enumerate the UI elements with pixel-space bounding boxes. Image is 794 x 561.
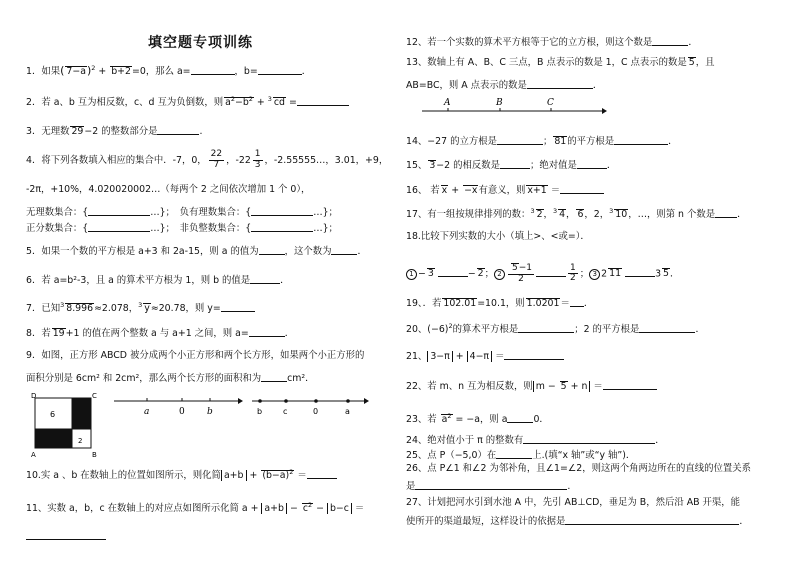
question-21: 21、 3−π + 4−π ＝ bbox=[406, 350, 564, 361]
answer-blank[interactable] bbox=[259, 245, 285, 255]
nl2-a: a bbox=[345, 407, 350, 416]
question-12: 12、若一个实数的算术平方根等于它的立方根，则这个数是 ． bbox=[406, 37, 698, 48]
label-six: 6 bbox=[50, 410, 56, 419]
answer-blank[interactable] bbox=[527, 79, 593, 89]
answer-blank[interactable] bbox=[88, 206, 150, 216]
nl1-a: a bbox=[144, 407, 150, 417]
answer-blank[interactable] bbox=[625, 267, 655, 277]
answer-blank[interactable] bbox=[500, 159, 530, 169]
nl3-B: B bbox=[496, 98, 503, 108]
answer-blank[interactable] bbox=[258, 65, 302, 75]
answer-blank[interactable] bbox=[565, 515, 739, 525]
nl2-zero: 0 bbox=[313, 407, 319, 416]
answer-blank[interactable] bbox=[438, 267, 468, 277]
question-4-sets-1: 无理数集合：{ …}； 负有理数集合：{ …}； bbox=[26, 207, 338, 218]
question-7: 7．已知$^3$ 8.996≈2.078，$^3$ y≈20.78，则 y= bbox=[26, 302, 255, 313]
question-14: 14、−27 的立方根是 ； 81的平方根是 ． bbox=[406, 136, 678, 147]
question-10: 10.实 a 、b 在数轴上的位置如图所示，则化简 $a+b + (b-a)^2$ ＝ bbox=[26, 469, 337, 480]
question-26-line2: 是 . bbox=[406, 481, 571, 492]
question-6: 6．若 a=b²-3，且 a 的算术平方根为 1，则 b 的值是 ． bbox=[26, 275, 290, 286]
label-C: C bbox=[92, 392, 97, 400]
number-line-2 bbox=[250, 392, 370, 418]
answer-blank[interactable] bbox=[570, 297, 584, 307]
question-5: 5．如果一个数的平方根是 a+3 和 2a-15，则 a 的值为 ，这个数为 ． bbox=[26, 246, 367, 257]
label-D: D bbox=[31, 392, 37, 400]
answer-blank[interactable] bbox=[507, 413, 533, 423]
answer-blank[interactable] bbox=[577, 159, 607, 169]
answer-blank[interactable] bbox=[250, 274, 280, 284]
answer-blank[interactable] bbox=[251, 222, 313, 232]
answer-blank[interactable] bbox=[639, 323, 695, 333]
question-11: 11、实数 a，b，c 在数轴上的对应点如图所示化简 $a + a+b - c^2 - b-c$ ＝ bbox=[26, 501, 365, 514]
nl3-C: C bbox=[547, 98, 554, 108]
square-figure bbox=[30, 392, 98, 458]
answer-blank[interactable] bbox=[331, 245, 357, 255]
question-4-line2: -2π，+10%，4.020020002…（每两个 2 之间依次增加 1 个 0）， bbox=[26, 184, 311, 195]
question-15: 15、 3−2 的相反数是 ；绝对值是 ． bbox=[406, 160, 617, 171]
question-9-line2: 面积分别是 6cm² 和 2cm²，那么两个长方形的面积和为 cm²． bbox=[26, 373, 315, 384]
question-17: 17、有一组按规律排列的数：$^3$ 2，$^3$ 4， 6，2，$^3$ 10，…，则第 n 个数是 ． bbox=[406, 207, 747, 220]
question-1: 1．如果( 7−a)$^2$ + b+2=0，那么 a= ，b= ． bbox=[26, 64, 312, 77]
number-line-1 bbox=[112, 392, 244, 418]
number-line-3 bbox=[420, 96, 610, 118]
question-25: 25、点 P（−5,0）在 上.(填“x 轴”或“y 轴”)． bbox=[406, 450, 636, 461]
question-19: 19、．若 102.01=10.1，则 1.0201＝ ． bbox=[406, 298, 594, 309]
answer-blank[interactable] bbox=[88, 222, 150, 232]
answer-blank[interactable] bbox=[251, 206, 313, 216]
question-16: 16、 若 x + −x有意义，则 x+1 ＝ bbox=[406, 184, 604, 195]
question-24: 24、绝对值小于 π 的整数有 ． bbox=[406, 435, 665, 446]
nl3-A: A bbox=[444, 98, 451, 108]
nl2-b: b bbox=[257, 407, 263, 416]
answer-blank[interactable] bbox=[496, 449, 532, 459]
answer-blank[interactable] bbox=[221, 302, 255, 312]
answer-blank[interactable] bbox=[191, 65, 235, 75]
question-18-items: 1 − 3 − 2； 2 $\frac{5-1}{2}$ $\frac{1}{2}$ ； 3 2 11 3 5． bbox=[406, 263, 679, 285]
page-title: 填空题专项训练 bbox=[148, 35, 253, 51]
answer-blank[interactable] bbox=[497, 135, 543, 145]
answer-blank[interactable] bbox=[614, 135, 668, 145]
answer-blank[interactable] bbox=[652, 36, 688, 46]
question-23: 23、若 $a^2 = -a$，则 a 0． bbox=[406, 412, 549, 425]
question-8: 8．若 19+1 的值在两个整数 a 与 a+1 之间，则 a= ． bbox=[26, 328, 295, 339]
answer-blank[interactable] bbox=[603, 380, 657, 390]
question-4-sets-2: 正分数集合：{ …}； 非负整数集合：{ …}； bbox=[26, 223, 338, 234]
question-26: 26、点 P∠1 和∠2 为邻补角，且∠1=∠2，则这两个角两边所在的直线的位置关系 bbox=[406, 463, 751, 474]
question-20: 20、$(-6)^2$的算术平方根是 ；2 的平方根是 ． bbox=[406, 322, 705, 335]
answer-blank[interactable] bbox=[523, 434, 655, 444]
question-27: 27、计划把河水引到水池 A 中，先引 AB⊥CD，垂足为 B，然后沿 AB 开渠，能 bbox=[406, 497, 741, 508]
question-3: 3．无理数 29−2 的整数部分是 . bbox=[26, 126, 203, 137]
answer-blank[interactable] bbox=[307, 469, 337, 479]
question-27-line2: 使所开的渠道最短，这样设计的依据是 ． bbox=[406, 516, 749, 527]
question-13-line2: AB=BC，则 A 点表示的数是 ． bbox=[406, 80, 603, 91]
label-B: B bbox=[92, 451, 97, 458]
answer-blank[interactable] bbox=[157, 125, 199, 135]
answer-blank[interactable] bbox=[536, 267, 566, 277]
answer-blank[interactable] bbox=[504, 350, 564, 360]
answer-blank[interactable] bbox=[261, 372, 287, 382]
label-two: 2 bbox=[78, 437, 83, 445]
answer-blank[interactable] bbox=[715, 208, 737, 218]
nl1-zero: 0 bbox=[179, 407, 185, 417]
answer-blank[interactable] bbox=[560, 184, 604, 194]
answer-blank[interactable] bbox=[26, 530, 106, 540]
nl1-b: b bbox=[207, 407, 213, 417]
nl2-c: c bbox=[283, 407, 288, 416]
question-4: 4．将下列各数填入相应的集合中．-7，0， $\frac{22}{7}$ ，-22 $\frac{1}{3}$ ，-2.55555…，3.01，+9， bbox=[26, 149, 389, 170]
label-A: A bbox=[31, 451, 36, 458]
question-9: 9．如图，正方形 ABCD 被分成两个小正方形和两个长方形，如果两个小正方形的 bbox=[26, 350, 365, 361]
answer-blank[interactable] bbox=[297, 96, 349, 106]
answer-blank[interactable] bbox=[518, 323, 574, 333]
question-22: 22、若 m、n 互为相反数，则 m − 5 + n ＝ bbox=[406, 380, 657, 391]
question-13: 13、数轴上有 A、B、C 三点，B 点表示的数是 1，C 点表示的数是 5，且 bbox=[406, 57, 715, 68]
answer-blank[interactable] bbox=[415, 480, 567, 490]
question-18: 18.比较下列实数的大小（填上>、<或=）． bbox=[406, 231, 590, 242]
answer-blank[interactable] bbox=[249, 327, 285, 337]
question-11-answer bbox=[26, 530, 106, 541]
question-2: 2．若 a、b 互为相反数，c、d 互为负倒数，则 $a^2-b^2 + ^3$ cd = bbox=[26, 96, 349, 107]
